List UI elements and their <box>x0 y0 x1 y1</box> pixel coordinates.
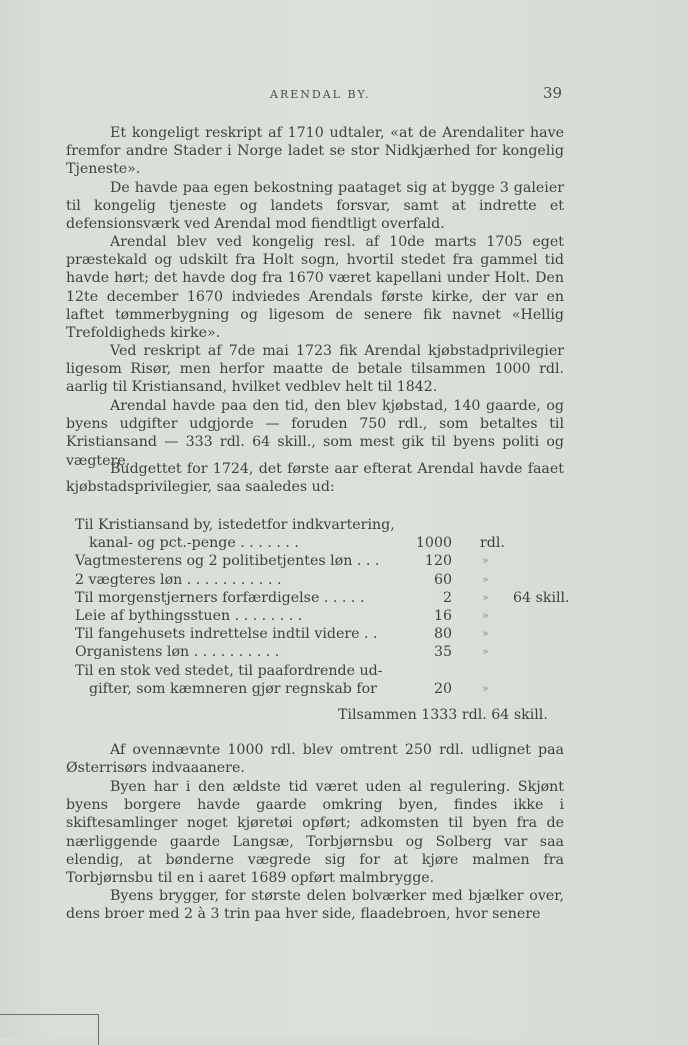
paragraph: Byen har i den ældste tid været uden al regulering. Skjønt byens borgere havde gaarde omkring byen, findes ikke i skiftesamlinger noget kjøretøi opført; adkomsten til byen fra de nærliggende gaarde Langsæ, Torbjørnsbu og Solberg var saa elendig, at bønderne vægrede sig for at kjøre malmen fra Torbjørnsbu til en i aaret 1689 opført malmbrygge. <box>66 779 564 887</box>
table-row <box>75 589 575 607</box>
row-unit: » <box>482 554 489 568</box>
row-description: Til en stok ved stedet, til paafordrende ud- <box>75 662 383 679</box>
paragraph: Et kongeligt reskript af 1710 udtaler, «at de Arendaliter have fremfor andre Stader i Norge ladet se stor Nidkjærhed for kongelig Tjeneste». <box>66 125 564 178</box>
row-unit: » <box>482 627 489 641</box>
table-row <box>75 534 575 552</box>
paragraph: Arendal blev ved kongelig resl. af 10de marts 1705 eget præstekald og udskilt fra Holt sogn, hvortil stedet fra gammel tid havde hørt; det havde dog fra 1670 været kapellani under Holt. Den 12te december 1670 indviedes Arendals første kirke, der var en laftet tømmerbygning og ligesom de senere fik navnet «Hellig Trefoldigheds kirke». <box>66 234 564 342</box>
table-row <box>75 643 575 661</box>
row-amount: 16 <box>433 607 452 624</box>
paragraph: Arendal havde paa den tid, den blev kjøbstad, 140 gaarde, og byens udgifter udgjorde — foruden 750 rdl., som betaltes til Kristiansand — 333 rdl. 64 skill., som mest gik til byens politi og vægtere. <box>66 398 564 469</box>
row-description: gifter, som kæmneren gjør regnskab for <box>89 680 377 697</box>
row-unit: » <box>482 645 489 659</box>
table-row <box>75 516 575 534</box>
paragraph: Budgettet for 1724, det første aar efterat Arendal havde faaet kjøbstadsprivilegier, saa saaledes ud: <box>66 461 564 496</box>
table-row <box>75 607 575 625</box>
paragraph: Af ovennævnte 1000 rdl. blev omtrent 250 rdl. udlignet paa Østerrisørs indvaaanere. <box>66 742 564 777</box>
paragraph: Ved reskript af 7de mai 1723 fik Arendal kjøbstadprivilegier ligesom Risør, men herfor maatte de betale tilsammen 1000 rdl. aarlig til Kristiansand, hvilket vedblev helt til 1842. <box>66 343 564 396</box>
row-description: kanal- og pct.-penge . . . . . . . <box>89 535 299 552</box>
row-amount: 80 <box>433 626 452 643</box>
table-row <box>75 680 575 698</box>
row-amount: 60 <box>433 571 452 588</box>
row-description: Til fangehusets indrettelse indtil videre . . <box>75 626 378 643</box>
row-amount: 120 <box>424 553 452 570</box>
paragraph: Byens brygger, for største delen bolværker med bjælker over, dens broer med 2 à 3 trin paa hver side, flaadebroen, hvor senere <box>66 888 564 923</box>
table-row <box>75 625 575 643</box>
row-description: Leie af bythingsstuen . . . . . . . . <box>75 607 303 624</box>
row-description: Vagtmesterens og 2 politibetjentes løn . . . <box>75 553 380 570</box>
row-amount: 2 <box>442 589 452 606</box>
row-description: Til morgenstjerners forfærdigelse . . . . . <box>75 589 365 606</box>
row-amount: 20 <box>433 680 452 697</box>
row-amount: 1000 <box>415 535 452 552</box>
row-extra: 64 skill. <box>513 589 570 606</box>
table-row <box>75 571 575 589</box>
row-amount: 35 <box>433 644 452 661</box>
row-description: Til Kristiansand by, istedetfor indkvartering, <box>75 517 395 533</box>
page-number: 39 <box>543 84 563 102</box>
row-description: Organistens løn . . . . . . . . . . <box>75 644 280 661</box>
scan-edge-mark <box>0 1014 99 1045</box>
table-row <box>75 662 575 680</box>
paragraph: De havde paa egen bekostning paataget sig at bygge 3 galeier til kongelig tjeneste og landets forsvar, samt at indrette et defensionsværk ved Arendal mod fiendtligt overfald. <box>66 180 564 233</box>
row-unit: » <box>482 608 489 622</box>
row-unit: rdl. <box>480 535 505 552</box>
table-row <box>75 552 575 570</box>
running-title: ARENDAL BY. <box>270 88 371 101</box>
total-line: Tilsammen 1333 rdl. 64 skill. <box>338 707 548 723</box>
row-unit: » <box>482 681 489 695</box>
row-description: 2 vægteres løn . . . . . . . . . . . <box>75 571 282 588</box>
running-header <box>0 84 688 108</box>
row-unit: » <box>482 590 489 604</box>
row-unit: » <box>482 572 489 586</box>
budget-table <box>75 516 575 698</box>
